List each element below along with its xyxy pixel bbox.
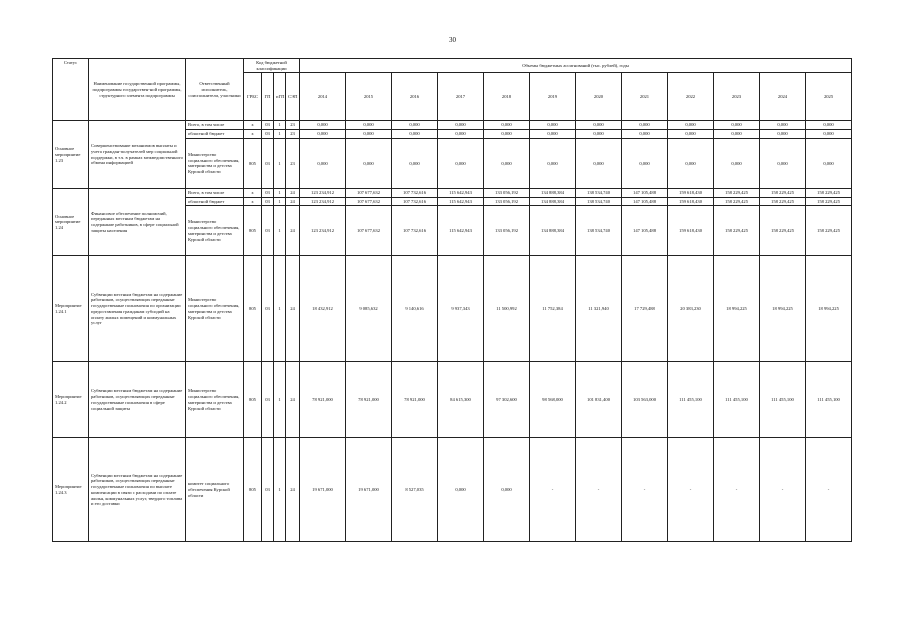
value-cell: 11 752,384 bbox=[530, 256, 576, 362]
code-cell: 03 bbox=[262, 188, 274, 197]
value-cell: 0,000 bbox=[438, 121, 484, 130]
code-cell: 805 bbox=[244, 256, 262, 362]
header-year: 2021 bbox=[622, 73, 668, 121]
header-year: 2015 bbox=[346, 73, 392, 121]
code-cell: 03 bbox=[262, 138, 274, 188]
code-cell: 1 bbox=[274, 206, 286, 256]
value-cell: 123 234,912 bbox=[300, 197, 346, 206]
value-cell: 0,000 bbox=[484, 130, 530, 139]
value-cell: 0,000 bbox=[576, 130, 622, 139]
value-cell: 158 229,425 bbox=[806, 197, 852, 206]
code-cell: 03 bbox=[262, 130, 274, 139]
value-cell: 0,000 bbox=[438, 438, 484, 542]
value-cell: 107 677,632 bbox=[346, 206, 392, 256]
value-cell: 78 921,000 bbox=[392, 362, 438, 438]
value-cell: 0,000 bbox=[714, 130, 760, 139]
value-cell: 123 234,912 bbox=[300, 188, 346, 197]
name-cell: Финансовое обеспечение полномочий, переданных местным бюджетам на содержание работников, в сфере социальной защиты населения bbox=[89, 188, 186, 255]
code-cell: 24 bbox=[286, 362, 300, 438]
value-cell: 159 618,430 bbox=[668, 188, 714, 197]
value-cell: 0,000 bbox=[346, 138, 392, 188]
value-cell: 115 642,943 bbox=[438, 188, 484, 197]
header-year: 2014 bbox=[300, 73, 346, 121]
header-volumes: Объемы бюджетных ассигнований (тыс. рублей), годы bbox=[300, 59, 852, 73]
header-budget-code: Код бюджетной классификации bbox=[244, 59, 300, 73]
value-cell: 9 140,616 bbox=[392, 256, 438, 362]
value-cell: 11 321,940 bbox=[576, 256, 622, 362]
name-cell: Субвенции местным бюджетам на содержание работников, осуществляющих переданные государственные полномочия в сфере социальной защиты bbox=[89, 362, 186, 438]
code-cell: 1 bbox=[274, 362, 286, 438]
value-cell: 0,000 bbox=[622, 130, 668, 139]
value-cell: 0,000 bbox=[300, 130, 346, 139]
value-cell: 0,000 bbox=[576, 121, 622, 130]
value-cell: 0,000 bbox=[438, 130, 484, 139]
code-cell: 805 bbox=[244, 438, 262, 542]
value-cell: 84 615,300 bbox=[438, 362, 484, 438]
executor-cell: Министерство социального обеспечения, материнства и детства Курской области bbox=[186, 138, 244, 188]
code-cell: 805 bbox=[244, 362, 262, 438]
value-cell: 0,000 bbox=[714, 121, 760, 130]
header-year: 2016 bbox=[392, 73, 438, 121]
value-cell: - bbox=[760, 438, 806, 542]
code-cell: х bbox=[244, 197, 262, 206]
value-cell: 98 568,000 bbox=[530, 362, 576, 438]
value-cell: 101 831,400 bbox=[576, 362, 622, 438]
code-cell: 24 bbox=[286, 256, 300, 362]
header-year: 2023 bbox=[714, 73, 760, 121]
code-cell: 03 bbox=[262, 438, 274, 542]
value-cell: 107 732,616 bbox=[392, 206, 438, 256]
value-cell: 18 994,225 bbox=[760, 256, 806, 362]
value-cell: 0,000 bbox=[438, 138, 484, 188]
value-cell: 0,000 bbox=[346, 130, 392, 139]
executor-cell: комитет социального обеспечения Курской области bbox=[186, 438, 244, 542]
value-cell: 0,000 bbox=[806, 130, 852, 139]
value-cell: 158 229,425 bbox=[714, 188, 760, 197]
value-cell: 0,000 bbox=[806, 138, 852, 188]
value-cell: 158 229,425 bbox=[806, 206, 852, 256]
value-cell: 134 888,384 bbox=[530, 206, 576, 256]
code-cell: 1 bbox=[274, 121, 286, 130]
value-cell: 107 677,632 bbox=[346, 197, 392, 206]
value-cell: 0,000 bbox=[668, 130, 714, 139]
status-cell: Мероприятие 1.24.1 bbox=[53, 256, 89, 362]
header-year: 2022 bbox=[668, 73, 714, 121]
code-cell: 805 bbox=[244, 206, 262, 256]
value-cell: 0,000 bbox=[668, 138, 714, 188]
value-cell: 78 921,000 bbox=[300, 362, 346, 438]
executor-cell: Всего, в том числе bbox=[186, 188, 244, 197]
value-cell: 0,000 bbox=[576, 138, 622, 188]
value-cell: 0,000 bbox=[484, 138, 530, 188]
value-cell: 9 085,632 bbox=[346, 256, 392, 362]
name-cell: Субвенции местным бюджетам на содержание работников, осуществляющих переданные государственные полномочия по организации предоставления гражданам субсидий на оплату жилых помещений и коммунальных услуг bbox=[89, 256, 186, 362]
value-cell: - bbox=[806, 438, 852, 542]
value-cell: 159 618,430 bbox=[668, 206, 714, 256]
value-cell: - bbox=[622, 438, 668, 542]
code-cell: 24 bbox=[286, 438, 300, 542]
value-cell: 20 383,230 bbox=[668, 256, 714, 362]
value-cell: 134 888,384 bbox=[530, 188, 576, 197]
value-cell: 158 229,425 bbox=[760, 188, 806, 197]
value-cell: 159 618,430 bbox=[668, 197, 714, 206]
value-cell: 133 056,192 bbox=[484, 206, 530, 256]
value-cell: 8 527,035 bbox=[392, 438, 438, 542]
value-cell: 0,000 bbox=[530, 138, 576, 188]
value-cell: 0,000 bbox=[760, 121, 806, 130]
code-cell: 03 bbox=[262, 362, 274, 438]
value-cell: 19 671,000 bbox=[346, 438, 392, 542]
value-cell: 147 105,488 bbox=[622, 197, 668, 206]
value-cell: 138 534,740 bbox=[576, 188, 622, 197]
code-cell: х bbox=[244, 121, 262, 130]
value-cell: 0,000 bbox=[392, 121, 438, 130]
value-cell: 133 056,192 bbox=[484, 197, 530, 206]
code-cell: 03 bbox=[262, 256, 274, 362]
name-cell: Субвенции местным бюджетам на содержание работников, осуществляющих переданные государственные полномочия по выплате компенсации в связи с расходами по оплате жилья, коммунальных услуг, твердого топлива и его доставки bbox=[89, 438, 186, 542]
value-cell: 17 729,488 bbox=[622, 256, 668, 362]
status-cell: Мероприятие 1.24.2 bbox=[53, 362, 89, 438]
value-cell: 107 732,616 bbox=[392, 197, 438, 206]
value-cell: 0,000 bbox=[668, 121, 714, 130]
header-code-col: СЭП bbox=[286, 73, 300, 121]
page-number: 30 bbox=[449, 36, 456, 44]
value-cell: 0,000 bbox=[714, 138, 760, 188]
value-cell: - bbox=[530, 438, 576, 542]
table-row bbox=[53, 188, 852, 197]
value-cell: 134 888,384 bbox=[530, 197, 576, 206]
value-cell: 158 229,425 bbox=[760, 206, 806, 256]
value-cell: 147 105,488 bbox=[622, 206, 668, 256]
code-cell: 1 bbox=[274, 130, 286, 139]
executor-cell: Министерство социального обеспечения, материнства и детства Курской области bbox=[186, 256, 244, 362]
value-cell: 18 994,225 bbox=[714, 256, 760, 362]
value-cell: 11 500,992 bbox=[484, 256, 530, 362]
value-cell: 0,000 bbox=[530, 130, 576, 139]
value-cell: 111 455,100 bbox=[806, 362, 852, 438]
value-cell: - bbox=[668, 438, 714, 542]
value-cell: 18 432,912 bbox=[300, 256, 346, 362]
executor-cell: Всего, в том числе bbox=[186, 121, 244, 130]
value-cell: 0,000 bbox=[346, 121, 392, 130]
code-cell: 23 bbox=[286, 138, 300, 188]
code-cell: 1 bbox=[274, 438, 286, 542]
executor-cell: областной бюджет bbox=[186, 130, 244, 139]
table-row bbox=[53, 362, 852, 438]
executor-cell: Министерство социального обеспечения, материнства и детства Курской области bbox=[186, 206, 244, 256]
code-cell: 805 bbox=[244, 138, 262, 188]
value-cell: - bbox=[576, 438, 622, 542]
value-cell: 111 455,100 bbox=[668, 362, 714, 438]
code-cell: 03 bbox=[262, 206, 274, 256]
value-cell: 0,000 bbox=[622, 121, 668, 130]
value-cell: 158 229,425 bbox=[760, 197, 806, 206]
value-cell: - bbox=[714, 438, 760, 542]
table-row bbox=[53, 438, 852, 542]
value-cell: 158 229,425 bbox=[806, 188, 852, 197]
header-year: 2018 bbox=[484, 73, 530, 121]
code-cell: 1 bbox=[274, 256, 286, 362]
executor-cell: областной бюджет bbox=[186, 197, 244, 206]
header-code-col: пГП bbox=[274, 73, 286, 121]
code-cell: 23 bbox=[286, 121, 300, 130]
code-cell: 1 bbox=[274, 138, 286, 188]
value-cell: 0,000 bbox=[530, 121, 576, 130]
value-cell: 138 534,740 bbox=[576, 197, 622, 206]
budget-table bbox=[52, 58, 852, 542]
header-status: Статус bbox=[53, 59, 89, 121]
value-cell: 0,000 bbox=[300, 121, 346, 130]
value-cell: 138 534,740 bbox=[576, 206, 622, 256]
executor-cell: Министерство социального обеспечения, материнства и детства Курской области bbox=[186, 362, 244, 438]
value-cell: 9 937,343 bbox=[438, 256, 484, 362]
status-cell: Основное мероприятие 1.24 bbox=[53, 188, 89, 255]
code-cell: 24 bbox=[286, 188, 300, 197]
value-cell: 115 642,943 bbox=[438, 197, 484, 206]
value-cell: 0,000 bbox=[392, 138, 438, 188]
value-cell: 0,000 bbox=[484, 438, 530, 542]
value-cell: 0,000 bbox=[484, 121, 530, 130]
value-cell: 0,000 bbox=[392, 130, 438, 139]
header-code-col: ГП bbox=[262, 73, 274, 121]
value-cell: 158 229,425 bbox=[714, 206, 760, 256]
code-cell: 1 bbox=[274, 197, 286, 206]
value-cell: 107 677,632 bbox=[346, 188, 392, 197]
value-cell: 0,000 bbox=[622, 138, 668, 188]
value-cell: 18 994,225 bbox=[806, 256, 852, 362]
status-cell: Основное мероприятие 1.23 bbox=[53, 121, 89, 188]
header-year: 2020 bbox=[576, 73, 622, 121]
code-cell: 23 bbox=[286, 130, 300, 139]
code-cell: 1 bbox=[274, 188, 286, 197]
value-cell: 158 229,425 bbox=[714, 197, 760, 206]
value-cell: 0,000 bbox=[806, 121, 852, 130]
value-cell: 0,000 bbox=[300, 138, 346, 188]
header-year: 2019 bbox=[530, 73, 576, 121]
value-cell: 111 455,100 bbox=[714, 362, 760, 438]
value-cell: 78 921,000 bbox=[346, 362, 392, 438]
value-cell: 133 056,192 bbox=[484, 188, 530, 197]
header-year: 2017 bbox=[438, 73, 484, 121]
value-cell: 115 642,943 bbox=[438, 206, 484, 256]
value-cell: 0,000 bbox=[760, 130, 806, 139]
value-cell: 97 302,600 bbox=[484, 362, 530, 438]
value-cell: 111 455,100 bbox=[760, 362, 806, 438]
header-code-col: ГРБС bbox=[244, 73, 262, 121]
value-cell: 147 105,488 bbox=[622, 188, 668, 197]
header-name: Наименование государственной программы, подпрограммы государствен-ной программы, структурного элемента подпрограммы bbox=[89, 59, 186, 121]
table-row bbox=[53, 256, 852, 362]
header-year: 2025 bbox=[806, 73, 852, 121]
code-cell: 24 bbox=[286, 197, 300, 206]
header-executor: Ответственный исполнитель, соисполнители, участники bbox=[186, 59, 244, 121]
code-cell: 03 bbox=[262, 197, 274, 206]
value-cell: 103 563,000 bbox=[622, 362, 668, 438]
code-cell: х bbox=[244, 130, 262, 139]
header-year: 2024 bbox=[760, 73, 806, 121]
value-cell: 0,000 bbox=[760, 138, 806, 188]
value-cell: 107 732,616 bbox=[392, 188, 438, 197]
value-cell: 123 234,912 bbox=[300, 206, 346, 256]
status-cell: Мероприятие 1.24.3 bbox=[53, 438, 89, 542]
value-cell: 19 671,000 bbox=[300, 438, 346, 542]
name-cell: Совершенствование механизмов выплаты и учета граждан-получателей мер социальной поддержки, в т.ч. в рамках межведомственного обмена информацией bbox=[89, 121, 186, 188]
code-cell: 03 bbox=[262, 121, 274, 130]
code-cell: 24 bbox=[286, 206, 300, 256]
code-cell: х bbox=[244, 188, 262, 197]
table-row bbox=[53, 121, 852, 130]
